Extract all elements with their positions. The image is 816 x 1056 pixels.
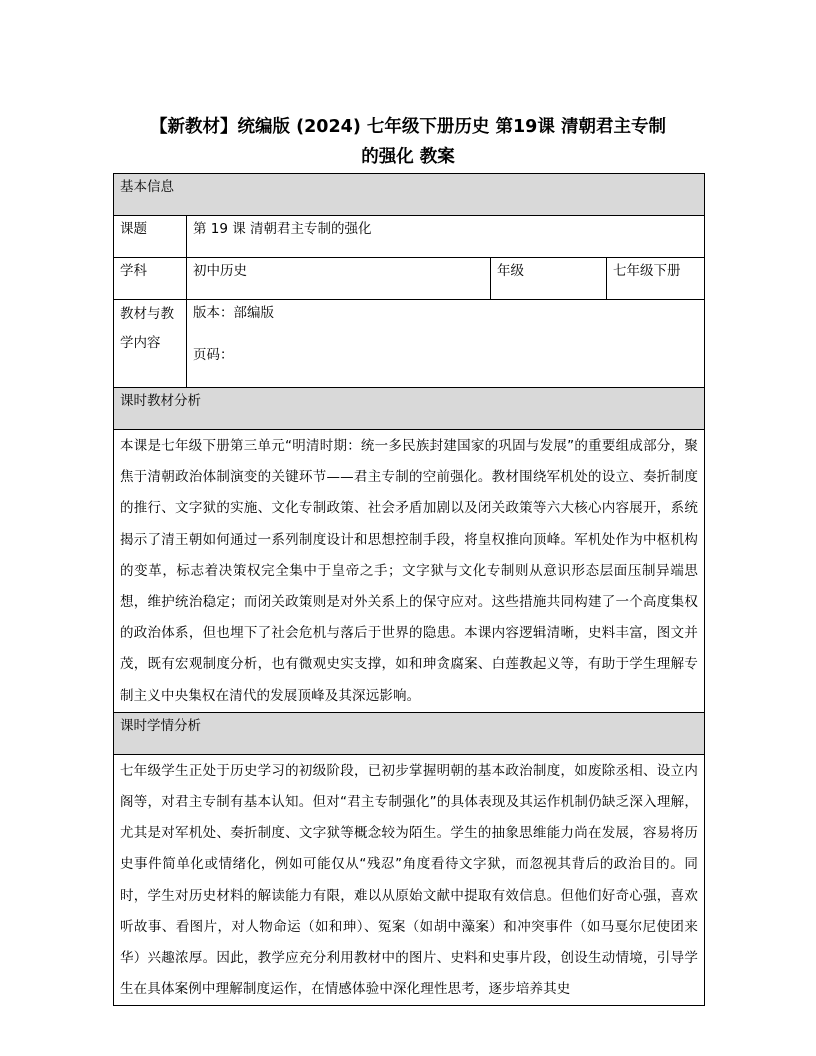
textbook-analysis-text: 本课是七年级下册第三单元“明清时期：统一多民族封建国家的巩固与发展”的重要组成部分，聚焦于清朝政治体制演变的关键环节——君主专制的空前强化。教材围绕军机处的设立、奏折制度的推行、文字狱的实施、文化专制政策、社会矛盾加剧以及闭关政策等六大核心内容展开，系统揭示了清王朝如何通过一系列制度设计和思想控制手段，将皇权推向顶峰。军机处作为中枢机构的变革，标志着决策权完全集中于皇帝之手；文字狱与文化专制则从意识形态层面压制异端思想，维护统治稳定；而闭关政策则是对外关系上的保守应对。这些措施共同构建了一个高度集权的政治体系，但也埋下了社会危机与落后于世界的隐患。本课内容逻辑清晰，史料丰富，图文并茂，既有宏观制度分析，也有微观史实支撑，如和珅贪腐案、白莲教起义等，有助于学生理解专制主义中央集权在清代的发展顶峰及其深远影响。 [114, 430, 705, 713]
topic-value: 第 19 课 清朝君主专制的强化 [187, 216, 705, 258]
material-content [187, 300, 705, 388]
grade-value: 七年级下册 [607, 258, 705, 300]
pages-text: 页码： [193, 347, 234, 363]
textbook-analysis-heading: 课时教材分析 [114, 388, 705, 430]
basic-info-heading: 基本信息 [114, 174, 705, 216]
lesson-plan-table [113, 173, 705, 1006]
material-row [114, 300, 705, 388]
textbook-analysis-heading-row [114, 388, 705, 430]
subject-value: 初中历史 [187, 258, 491, 300]
subject-label: 学科 [114, 258, 187, 300]
material-label [114, 300, 187, 388]
learner-analysis-text: 七年级学生正处于历史学习的初级阶段，已初步掌握明朝的基本政治制度，如废除丞相、设立内阁等，对君主专制有基本认知。但对“君主专制强化”的具体表现及其运作机制仍缺乏深入理解，尤其是对军机处、奏折制度、文字狱等概念较为陌生。学生的抽象思维能力尚在发展，容易将历史事件简单化或情绪化，例如可能仅从“残忍”角度看待文字狱，而忽视其背后的政治目的。同时，学生对历史材料的解读能力有限，难以从原始文献中提取有效信息。但他们好奇心强，喜欢听故事、看图片，对人物命运（如和珅）、冤案（如胡中藻案）和冲突事件（如马戛尔尼使团来华）兴趣浓厚。因此，教学应充分利用教材中的图片、史料和史事片段，创设生动情境，引导学生在具体案例中理解制度运作，在情感体验中深化理性思考，逐步培养其史 [114, 754, 705, 1006]
document-title [100, 112, 716, 172]
learner-analysis-row [114, 754, 705, 1006]
learner-analysis-heading: 课时学情分析 [114, 712, 705, 754]
edition-text: 版本：部编版 [193, 305, 274, 321]
basic-info-row [114, 174, 705, 216]
material-label-line-2: 学内容 [120, 335, 161, 351]
topic-label: 课题 [114, 216, 187, 258]
textbook-analysis-row [114, 430, 705, 713]
subject-row [114, 258, 705, 300]
document-title-line-2: 的强化 教案 [361, 147, 455, 167]
document-title-line-1: 【新教材】统编版 (2024) 七年级下册历史 第19课 清朝君主专制 [150, 117, 666, 137]
grade-label: 年级 [491, 258, 607, 300]
material-label-line-1: 教材与教 [120, 306, 174, 322]
topic-row [114, 216, 705, 258]
learner-analysis-heading-row [114, 712, 705, 754]
